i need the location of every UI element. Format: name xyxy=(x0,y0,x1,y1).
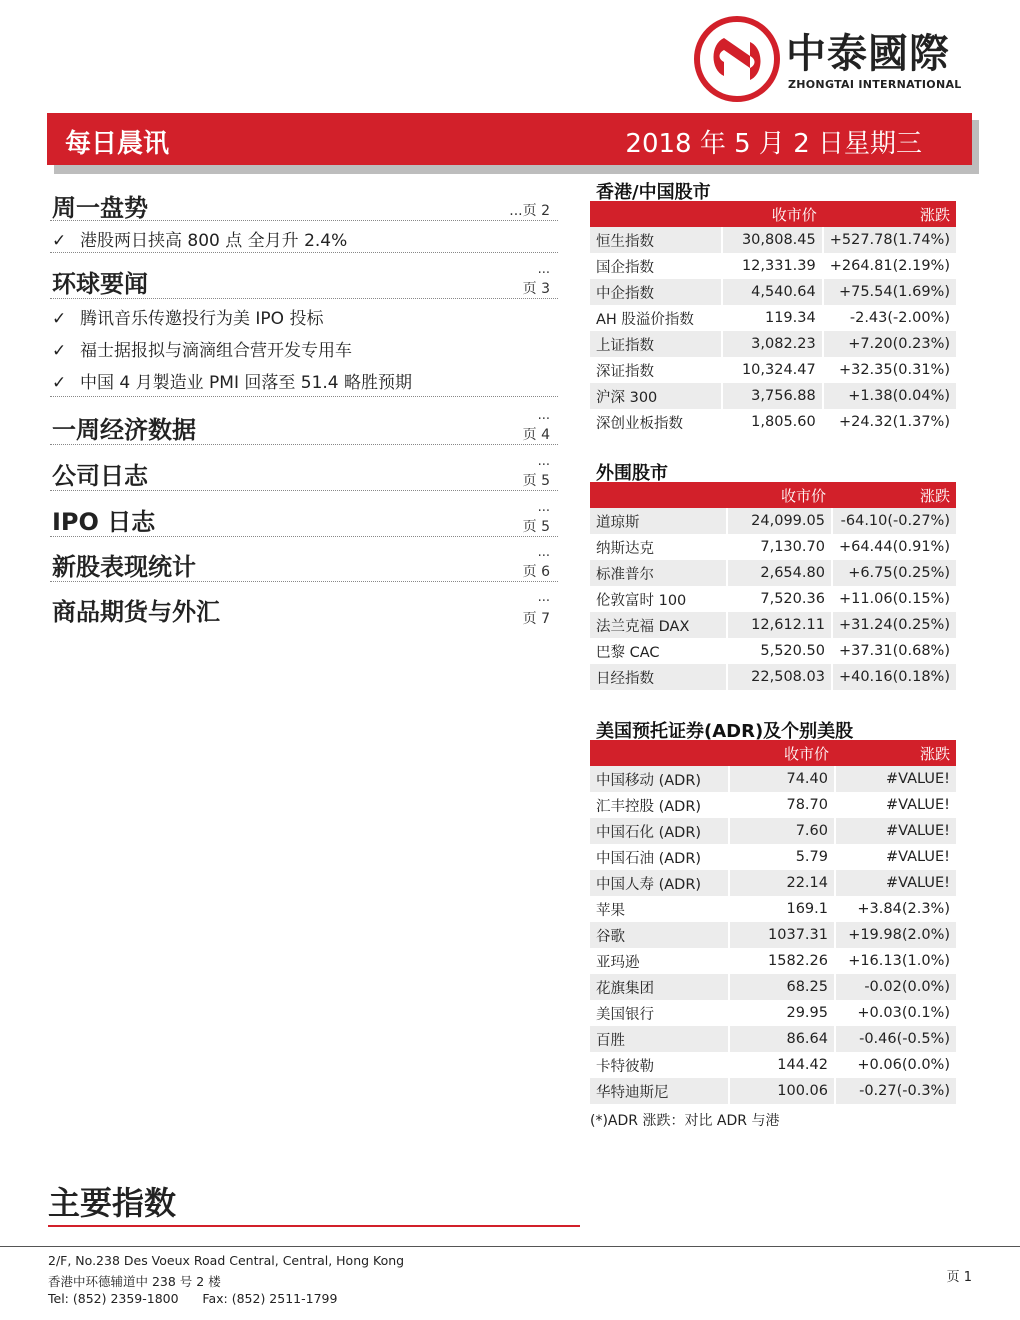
row-name: 亚玛逊 xyxy=(590,948,729,974)
row-change: +40.16(0.18%) xyxy=(838,669,950,685)
row-close-price: 74.40 xyxy=(729,766,835,792)
row-name: AH 股溢价指数 xyxy=(590,305,722,331)
toc-heading: 一周经济数据 xyxy=(52,416,196,444)
row-name: 美国银行 xyxy=(590,1000,729,1026)
table-row xyxy=(590,253,956,279)
header-close: 收市价 xyxy=(771,205,817,224)
row-name: 深证指数 xyxy=(590,357,722,383)
check-icon: ✓ xyxy=(52,341,67,361)
row-close-price: 7.60 xyxy=(729,818,835,844)
toc-dots: ... xyxy=(537,408,550,423)
toc-page: ...页 2 xyxy=(509,203,550,219)
toc-item-economic-data[interactable] xyxy=(50,408,558,445)
header-name xyxy=(590,740,729,766)
row-close-price: 86.64 xyxy=(729,1026,835,1052)
row-change: +37.31(0.68%) xyxy=(838,643,950,659)
table-row xyxy=(590,305,956,331)
row-close-price: 29.95 xyxy=(729,1000,835,1026)
table-title-global: 外围股市 xyxy=(596,463,668,484)
row-change: -0.02(0.0%) xyxy=(864,979,950,995)
row-change: +6.75(0.25%) xyxy=(848,565,950,581)
row-close-price: 68.25 xyxy=(729,974,835,1000)
row-close-price: 2,654.80 xyxy=(727,560,832,586)
toc-dots: ... xyxy=(537,500,550,515)
row-close-price: 1582.26 xyxy=(729,948,835,974)
toc-heading: 周一盘势 xyxy=(52,194,148,222)
table-header-row xyxy=(590,740,956,766)
row-close-price: 5,520.50 xyxy=(727,638,832,664)
table-row xyxy=(590,896,956,922)
section-underline xyxy=(48,1225,580,1227)
row-close-price: 3,082.23 xyxy=(722,331,823,357)
toc-dots: ... xyxy=(537,454,550,469)
row-change: +11.06(0.15%) xyxy=(838,591,950,607)
table-row xyxy=(590,974,956,1000)
row-change: +31.24(0.25%) xyxy=(838,617,950,633)
row-name: 华特迪斯尼 xyxy=(590,1078,729,1104)
toc-item-ipo-diary[interactable] xyxy=(50,500,558,537)
row-close-price: 10,324.47 xyxy=(722,357,823,383)
global-market-table xyxy=(590,482,956,690)
logo-chinese-name: 中泰國際 xyxy=(786,31,950,77)
toc-page: 页 5 xyxy=(522,519,550,535)
toc-page: 页 5 xyxy=(522,473,550,489)
row-close-price: 78.70 xyxy=(729,792,835,818)
toc-item-global-news[interactable] xyxy=(50,262,558,299)
row-change: +7.20(0.23%) xyxy=(848,336,950,352)
divider xyxy=(50,252,558,253)
check-icon: ✓ xyxy=(52,373,67,393)
row-close-price: 30,808.45 xyxy=(722,227,823,253)
table-row xyxy=(590,844,956,870)
bullet-item: ✓ 港股两日挟高 800 点 全月升 2.4% xyxy=(52,231,348,251)
row-close-price: 1,805.60 xyxy=(722,409,823,435)
row-close-price: 144.42 xyxy=(729,1052,835,1078)
row-name: 道琼斯 xyxy=(590,508,727,534)
row-change: +24.32(1.37%) xyxy=(838,414,950,430)
table-row xyxy=(590,638,956,664)
table-row xyxy=(590,766,956,792)
row-name: 中国移动 (ADR) xyxy=(590,766,729,792)
divider xyxy=(50,396,558,397)
toc-item-new-shares[interactable] xyxy=(50,545,558,582)
row-name: 恒生指数 xyxy=(590,227,722,253)
table-row xyxy=(590,870,956,896)
header-name xyxy=(590,201,722,227)
header-close: 收市价 xyxy=(783,744,829,763)
adr-table xyxy=(590,740,956,1104)
row-change: +264.81(2.19%) xyxy=(829,258,950,274)
table-row xyxy=(590,664,956,690)
report-date: 2018 年 5 月 2 日星期三 xyxy=(625,129,922,159)
company-logo xyxy=(694,16,964,106)
row-change: +0.03(0.1%) xyxy=(857,1005,950,1021)
row-name: 法兰克福 DAX xyxy=(590,612,727,638)
section-heading-main-indices: 主要指数 xyxy=(48,1184,177,1222)
row-close-price: 24,099.05 xyxy=(727,508,832,534)
row-change: #VALUE! xyxy=(885,849,950,865)
toc-page: 页 7 xyxy=(522,611,550,627)
toc-heading: 新股表现统计 xyxy=(52,553,196,581)
table-row xyxy=(590,948,956,974)
table-row xyxy=(590,279,956,305)
row-change: +16.13(1.0%) xyxy=(848,953,950,969)
report-title: 每日晨讯 xyxy=(65,129,170,159)
table-row xyxy=(590,227,956,253)
row-name: 中国石油 (ADR) xyxy=(590,844,729,870)
row-close-price: 12,612.11 xyxy=(727,612,832,638)
row-change: +75.54(1.69%) xyxy=(838,284,950,300)
toc-dots: ... xyxy=(537,590,550,605)
footer-divider xyxy=(0,1246,1020,1247)
row-change: #VALUE! xyxy=(885,771,950,787)
row-name: 花旗集团 xyxy=(590,974,729,1000)
row-close-price: 22.14 xyxy=(729,870,835,896)
row-change: -0.46(-0.5%) xyxy=(859,1031,950,1047)
table-header-row xyxy=(590,201,956,227)
zhongtai-logo-icon xyxy=(694,16,780,102)
row-close-price: 169.1 xyxy=(729,896,835,922)
table-header-row xyxy=(590,482,956,508)
check-icon: ✓ xyxy=(52,231,67,251)
table-row xyxy=(590,1078,956,1104)
table-row xyxy=(590,331,956,357)
row-name: 苹果 xyxy=(590,896,729,922)
row-name: 谷歌 xyxy=(590,922,729,948)
row-close-price: 100.06 xyxy=(729,1078,835,1104)
toc-item-company-diary[interactable] xyxy=(50,454,558,491)
table-row xyxy=(590,1026,956,1052)
row-change: #VALUE! xyxy=(885,823,950,839)
row-change: -64.10(-0.27%) xyxy=(840,513,950,529)
table-row xyxy=(590,818,956,844)
toc-item-commodities-fx[interactable] xyxy=(50,590,558,626)
logo-english-name: ZHONGTAI INTERNATIONAL xyxy=(788,78,962,91)
row-change: #VALUE! xyxy=(885,797,950,813)
table-row xyxy=(590,1052,956,1078)
bullet-item: ✓ 中国 4 月製造业 PMI 回落至 51.4 略胜预期 xyxy=(52,373,413,393)
row-name: 国企指数 xyxy=(590,253,722,279)
table-row xyxy=(590,357,956,383)
row-name: 巴黎 CAC xyxy=(590,638,727,664)
table-row xyxy=(590,612,956,638)
row-close-price: 4,540.64 xyxy=(722,279,823,305)
row-name: 汇丰控股 (ADR) xyxy=(590,792,729,818)
row-change: #VALUE! xyxy=(885,875,950,891)
toc-page: 页 4 xyxy=(522,427,550,443)
row-change: -0.27(-0.3%) xyxy=(859,1083,950,1099)
row-change: -2.43(-2.00%) xyxy=(849,310,950,326)
row-change: +64.44(0.91%) xyxy=(838,539,950,555)
toc-heading: 环球要闻 xyxy=(52,270,148,298)
row-change: +3.84(2.3%) xyxy=(857,901,950,917)
row-name: 中企指数 xyxy=(590,279,722,305)
row-name: 卡特彼勒 xyxy=(590,1052,729,1078)
table-row xyxy=(590,534,956,560)
header-change: 涨跌 xyxy=(919,205,950,224)
table-row xyxy=(590,560,956,586)
footer-contact: Tel: (852) 2359-1800 Fax: (852) 2511-1799 xyxy=(48,1291,338,1306)
header-change: 涨跌 xyxy=(919,744,950,763)
toc-heading: 公司日志 xyxy=(52,462,148,490)
row-name: 中国石化 (ADR) xyxy=(590,818,729,844)
toc-dots: ... xyxy=(537,262,550,277)
row-close-price: 3,756.88 xyxy=(722,383,823,409)
row-name: 伦敦富时 100 xyxy=(590,586,727,612)
row-change: +1.38(0.04%) xyxy=(848,388,950,404)
row-close-price: 12,331.39 xyxy=(722,253,823,279)
bullet-item: ✓ 腾讯音乐传邀投行为美 IPO 投标 xyxy=(52,309,324,329)
row-name: 深创业板指数 xyxy=(590,409,722,435)
table-title-adr: 美国预托证券(ADR)及个别美股 xyxy=(596,721,854,742)
table-row xyxy=(590,922,956,948)
row-name: 标准普尔 xyxy=(590,560,727,586)
toc-heading: 商品期货与外汇 xyxy=(52,598,220,626)
header-close: 收市价 xyxy=(780,486,826,505)
toc-item-market-review[interactable] xyxy=(50,188,558,221)
row-name: 上证指数 xyxy=(590,331,722,357)
table-row xyxy=(590,792,956,818)
check-icon: ✓ xyxy=(52,309,67,329)
table-row xyxy=(590,586,956,612)
row-name: 沪深 300 xyxy=(590,383,722,409)
footer-address-cn: 香港中环德辅道中 238 号 2 楼 xyxy=(48,1274,221,1289)
row-close-price: 7,130.70 xyxy=(727,534,832,560)
row-change: +0.06(0.0%) xyxy=(857,1057,950,1073)
row-name: 中国人寿 (ADR) xyxy=(590,870,729,896)
header-name xyxy=(590,482,727,508)
row-name: 纳斯达克 xyxy=(590,534,727,560)
header-change: 涨跌 xyxy=(919,486,950,505)
table-row xyxy=(590,383,956,409)
toc-dots: ... xyxy=(537,545,550,560)
footer-address-en: 2/F, No.238 Des Voeux Road Central, Central, Hong Kong xyxy=(48,1253,405,1268)
bullet-item: ✓ 福士据报拟与滴滴组合营开发专用车 xyxy=(52,341,352,361)
row-close-price: 119.34 xyxy=(722,305,823,331)
table-row xyxy=(590,409,956,435)
toc-page: 页 3 xyxy=(522,281,550,297)
toc-heading: IPO 日志 xyxy=(52,508,156,536)
row-close-price: 1037.31 xyxy=(729,922,835,948)
row-name: 百胜 xyxy=(590,1026,729,1052)
page-number: 页 1 xyxy=(946,1270,972,1285)
report-banner xyxy=(47,113,972,165)
row-close-price: 5.79 xyxy=(729,844,835,870)
row-close-price: 7,520.36 xyxy=(727,586,832,612)
table-title-hk-cn: 香港/中国股市 xyxy=(596,182,711,203)
row-change: +527.78(1.74%) xyxy=(829,232,950,248)
row-change: +19.98(2.0%) xyxy=(848,927,950,943)
hk-cn-market-table xyxy=(590,201,956,435)
row-close-price: 22,508.03 xyxy=(727,664,832,690)
toc-page: 页 6 xyxy=(522,564,550,580)
table-row xyxy=(590,508,956,534)
row-name: 日经指数 xyxy=(590,664,727,690)
adr-note: (*)ADR 涨跌：对比 ADR 与港 xyxy=(590,1113,780,1129)
row-change: +32.35(0.31%) xyxy=(838,362,950,378)
table-row xyxy=(590,1000,956,1026)
